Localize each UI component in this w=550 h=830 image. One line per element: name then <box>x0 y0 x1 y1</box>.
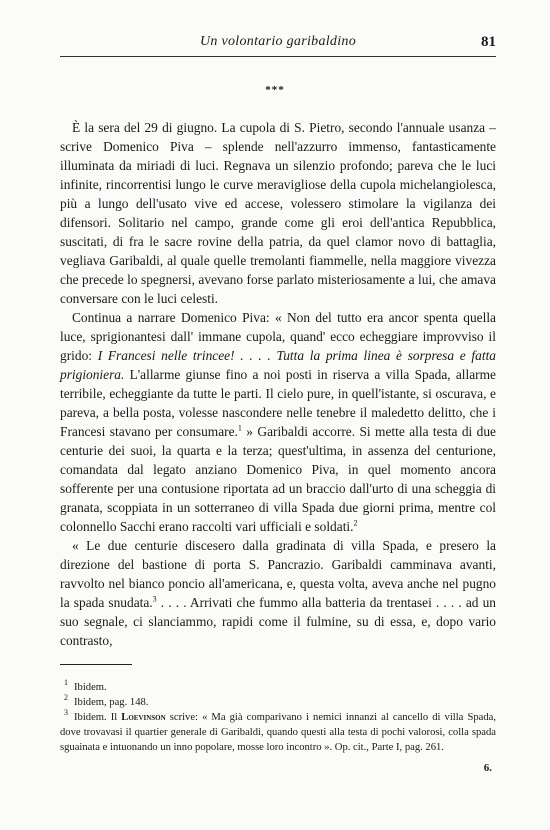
page-number: 81 <box>481 34 496 50</box>
footnote-1-text: Ibidem. <box>74 682 107 693</box>
page-header <box>60 34 496 52</box>
paragraph-1-text: È la sera del 29 di giugno. La cupola di S. Pietro, secondo l'annuale usanza – scrive Domenico Piva – splende nell'azzurro immenso, fantasticamente illuminata da miriadi di luci. Regnava un silenzio profondo; pareva che le luci infinite, rincorrentisi lungo le curve meravigliose della cupola michelangiolesca, più a lungo dell'usato vive ed accese, volessero stimolare la vigilanza dei difensori. Solitario nel campo, grande come gli eroi dell'antica Repubblica, suscitati, di fra le sacre rovine della patria, da quel clamor novo di battaglia, vegliava Garibaldi, al quale quelle tremolanti fiammelle, nella maggiore vivezza che precede lo spegnersi, avevano forse parlato misteriosamente a lui, che amava conversare con le luci celesti. <box>60 120 496 306</box>
signature-mark: 6. <box>483 762 492 774</box>
paragraph-2-text-c: » Garibaldi accorre. Si mette alla testa di due centurie dei suoi, la quarta e la terza; quest'ultima, in assenza del centurione, comandata dal legato anziano Domenico Piva, in quel momento ancora sofferente per una contusione riportata ad un braccio dall'urto di una scheggia di granata, scoppiata in un sotterraneo di villa Spada due giorni prima, mentre col colonnello Sacchi erano raccolti vari ufficiali e soldati. <box>60 424 496 534</box>
header-rule <box>60 56 496 57</box>
footnote-2-number: 2 <box>64 693 68 703</box>
running-title: Un volontario garibaldino <box>199 34 357 49</box>
paragraph-2-italic-quote: I Francesi nelle trincee! . . . . Tutta la prima linea è sorpresa e fatta prigioniera. <box>60 348 496 382</box>
body-text <box>60 118 496 650</box>
footnote-ref-2: 2 <box>353 518 358 528</box>
paragraph-2-text-a: Continua a narrare Domenico Piva: « Non del tutto era ancor spenta quella luce, sprigionantesi dall' immane cupola, quand' ecco echeggiare improvviso il grido: <box>60 310 496 363</box>
footnote-2 <box>60 695 496 710</box>
paragraph-3-text-b: . . . . Arrivati che fummo alla batteria da trentasei . . . . ad un suo segnale, ci slanciammo, rapidi come il fulmine, su di essa, e, dopo vario contrasto, <box>60 595 496 648</box>
footnote-1-number: 1 <box>64 678 68 688</box>
paragraph-3 <box>60 536 496 650</box>
footnotes <box>60 680 496 755</box>
section-asterism <box>0 86 550 94</box>
footnote-3-text-a: Ibidem. Il <box>74 712 122 723</box>
footnote-3-number: 3 <box>64 708 68 718</box>
paragraph-3-text-a: « Le due centurie discesero dalla gradinata di villa Spada, e presero la direzione del bastione di porta S. Pancrazio. Garibaldi camminava avanti, ravvolto nel bianco poncio all'americana, e, questa volta, aveva anche nel pugno la spada snudata. <box>60 538 496 610</box>
footnote-3-text-b: scrive: « Ma già comparivano i nemici innanzi al cancello di villa Spada, dove trovavasi il quartier generale di Garibaldi, quando questi alla testa di pochi valorosi, colla spada sguainata e intuonando un inno popolare, mosse loro incontro ». Op. cit., Parte I, pag. 261. <box>60 712 496 753</box>
footnote-rule <box>60 664 132 665</box>
paragraph-2-text-b: L'allarme giunse fino a noi posti in riserva a villa Spada, allarme terribile, echeggiante da tutte le parti. Il cielo pure, in quell'istante, si oscurava, e pareva, a bella posta, volesse nascondere nelle tenebre il maledetto delitto, che i Francesi stavano per consumare. <box>60 367 496 439</box>
footnote-ref-1: 1 <box>237 423 242 433</box>
paragraph-1 <box>60 118 496 308</box>
paragraph-2 <box>60 308 496 536</box>
asterism-glyphs: *** <box>265 84 285 96</box>
footnote-2-text: Ibidem, pag. 148. <box>74 697 149 708</box>
footnote-3 <box>60 710 496 755</box>
footnote-ref-3: 3 <box>152 594 157 604</box>
footnote-3-author: Loevinson <box>121 712 166 723</box>
footnote-1 <box>60 680 496 695</box>
